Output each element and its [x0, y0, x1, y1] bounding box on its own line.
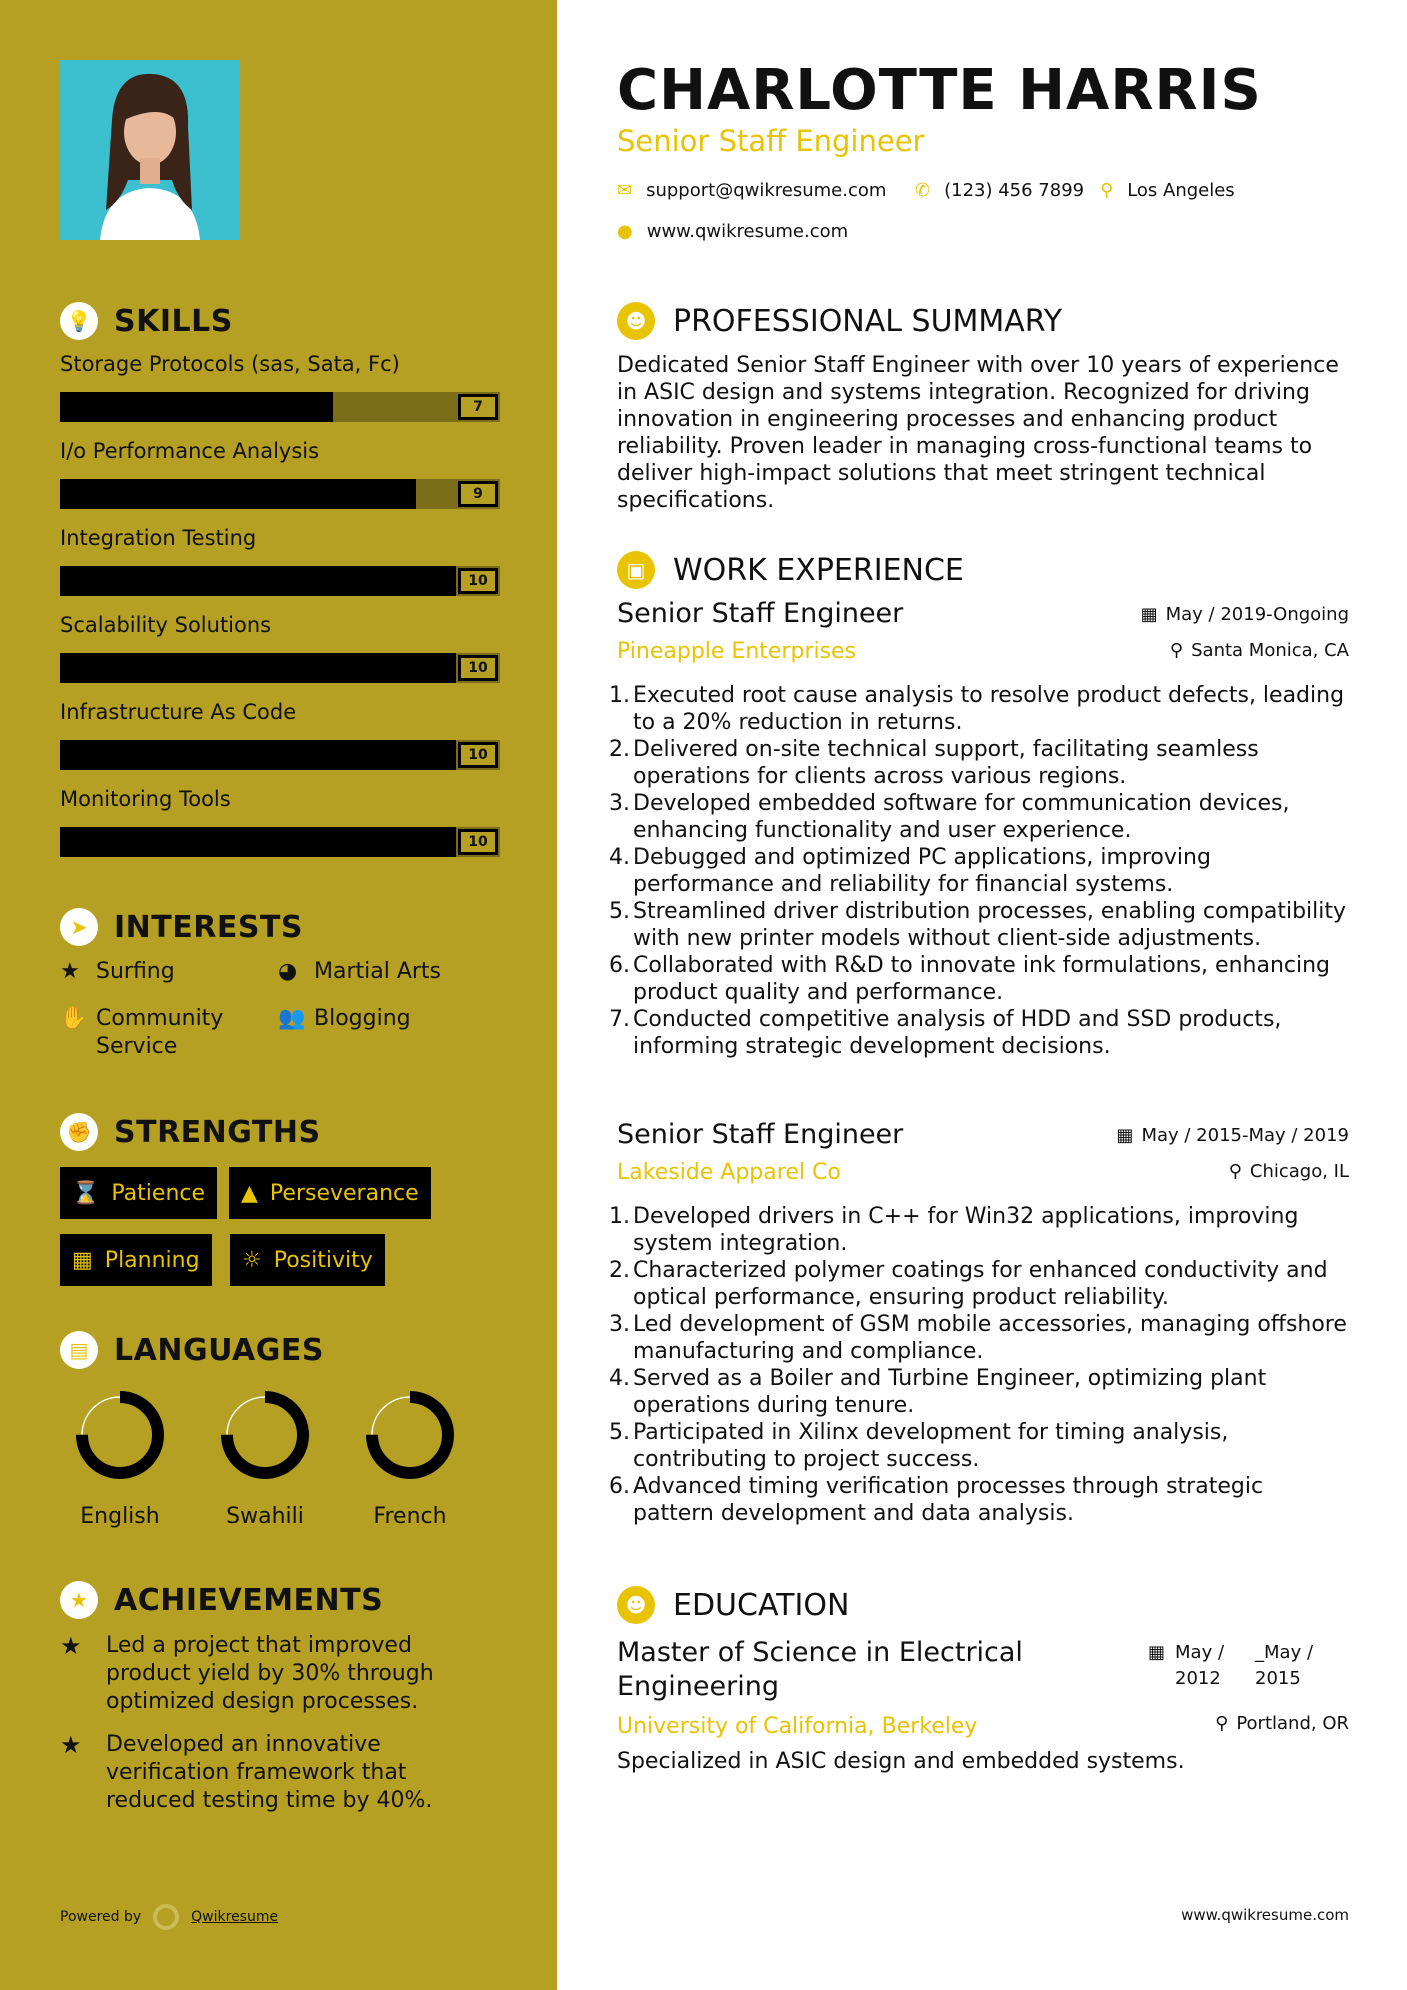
skill-bar-fill: [60, 653, 456, 683]
interests-heading: [60, 908, 303, 946]
skill-level: 10: [458, 655, 498, 681]
list-item: 5. Participated in Xilinx development for timing analysis, contributing to project success.: [609, 1420, 1229, 1472]
skills-heading: [60, 302, 233, 340]
skill-name: Scalability Solutions: [60, 613, 272, 637]
language-item: [215, 1388, 315, 1529]
language-name: Swahili: [226, 1504, 304, 1529]
skill-level: 7: [458, 394, 498, 420]
education-degree: Master of Science in Electrical Engineering: [617, 1637, 1023, 1702]
achievement-text: Developed an innovative verification framework that reduced testing time by 40%.: [106, 1732, 433, 1813]
skill-bar-fill: [60, 479, 416, 509]
globe-icon: ●: [617, 221, 633, 242]
job-title: Senior Staff Engineer: [617, 598, 904, 629]
powered-by: [60, 1904, 278, 1930]
education-location: [1215, 1713, 1349, 1734]
skill-bar: [60, 479, 500, 509]
achievements-heading: [60, 1581, 383, 1619]
experience-heading: [617, 551, 964, 589]
job-date: [1116, 1125, 1349, 1146]
achievement-item: [60, 1632, 480, 1716]
hourglass-icon: ⌛: [72, 1180, 100, 1206]
strength-label: Perseverance: [269, 1180, 419, 1206]
list-item: 6. Advanced timing verification processes through strategic pattern development and data analysis.: [609, 1474, 1264, 1526]
interest-label: Community Service: [96, 1006, 224, 1059]
calendar-icon: ▦: [72, 1247, 93, 1273]
skill-level: 10: [458, 829, 498, 855]
job-company: Lakeside Apparel Co: [617, 1160, 841, 1185]
strength-badge: [229, 1167, 431, 1219]
skill-item: [60, 352, 500, 415]
skill-bar: [60, 740, 500, 770]
education-school: University of California, Berkeley: [617, 1714, 978, 1739]
lightbulb-icon: 💡: [60, 302, 98, 340]
skill-item: [60, 526, 500, 589]
skill-item: [60, 787, 500, 850]
achievement-text: Led a project that improved product yield by 30% through optimized design processes.: [106, 1633, 434, 1714]
job-location: [1170, 640, 1349, 661]
website-text: www.qwikresume.com: [646, 221, 849, 242]
job-duties: [609, 1203, 1349, 1527]
qwikresume-link[interactable]: Qwikresume: [191, 1909, 279, 1925]
pin-icon: ⚲: [1169, 640, 1184, 661]
calendar-icon: ▦: [1116, 1125, 1134, 1146]
skill-name: Infrastructure As Code: [60, 700, 297, 724]
skill-bar-fill: [60, 827, 456, 857]
education-description: Specialized in ASIC design and embedded systems.: [617, 1749, 1185, 1774]
job-location: [1229, 1161, 1349, 1182]
job-entry: [609, 1119, 1349, 1527]
language-item: [360, 1388, 460, 1529]
globe-icon: ◕: [278, 959, 298, 984]
skill-bar-fill: [60, 566, 456, 596]
sun-icon: ☼: [242, 1247, 262, 1273]
list-item: 4. Debugged and optimized PC applications, improving performance and reliability for financial systems.: [609, 845, 1211, 897]
shooting-star-icon: ★: [60, 1731, 82, 1759]
job-date-text: May / 2019-Ongoing: [1165, 604, 1349, 625]
shooting-star-icon: ★: [60, 1632, 82, 1660]
contact-phone[interactable]: [915, 180, 1084, 201]
list-item: 5. Streamlined driver distribution processes, enabling compatibility with new printer models without client-side adjustments.: [609, 899, 1347, 951]
job-location-text: Santa Monica, CA: [1191, 640, 1349, 661]
skill-level: 10: [458, 742, 498, 768]
map-pin-icon: ⚲: [1100, 180, 1114, 201]
list-item: 3. Developed embedded software for communication devices, enhancing functionality and user experience.: [609, 791, 1290, 843]
job-date: [1141, 604, 1349, 625]
briefcase-icon: ▣: [617, 551, 655, 589]
pin-icon: ⚲: [1215, 1713, 1229, 1734]
hand-icon: ✋: [60, 1006, 88, 1031]
candidate-name: CHARLOTTE HARRIS: [617, 58, 1262, 123]
skill-bar: [60, 392, 500, 422]
skill-bar-fill: [60, 392, 333, 422]
skill-item: [60, 439, 500, 502]
skill-bar: [60, 827, 500, 857]
contact-location: [1100, 180, 1235, 201]
interest-item: [60, 958, 175, 986]
language-donut: [363, 1388, 457, 1482]
job-company: Pineapple Enterprises: [617, 639, 857, 664]
language-name: English: [80, 1504, 160, 1529]
achievement-item: [60, 1731, 480, 1815]
list-item: 4. Served as a Boiler and Turbine Engineer, optimizing plant operations during tenure.: [609, 1366, 1267, 1418]
interest-label: Blogging: [314, 1006, 411, 1031]
skill-bar: [60, 653, 500, 683]
job-entry: [609, 598, 1349, 1060]
list-item: 2. Characterized polymer coatings for enhanced conductivity and optical performance, ensuring product reliability.: [609, 1258, 1328, 1310]
strength-label: Positivity: [273, 1247, 373, 1273]
phone-icon: ✆: [915, 180, 931, 201]
language-name: French: [373, 1504, 447, 1529]
language-donut: [73, 1388, 167, 1482]
avatar: [60, 60, 240, 240]
summary-heading: [617, 302, 1062, 340]
skill-item: [60, 613, 500, 676]
language-donut: [218, 1388, 312, 1482]
location-text: Los Angeles: [1127, 180, 1235, 201]
education-date: [1148, 1640, 1317, 1692]
experience-title: WORK EXPERIENCE: [673, 552, 964, 588]
language-item: [70, 1388, 170, 1529]
skill-bar: [60, 566, 500, 596]
contact-website[interactable]: [617, 221, 848, 242]
skill-level: 10: [458, 568, 498, 594]
profile-photo: [60, 60, 240, 240]
contact-email[interactable]: [617, 180, 886, 201]
strengths-heading: [60, 1113, 321, 1151]
interest-label: Surfing: [96, 959, 175, 984]
education-location-text: Portland, OR: [1236, 1713, 1349, 1734]
calendar-icon: ▦: [1140, 604, 1158, 625]
interest-item: [278, 958, 441, 986]
job-duties: [609, 682, 1349, 1060]
id-card-icon: ▤: [60, 1331, 98, 1369]
languages-heading: [60, 1331, 324, 1369]
phone-text: (123) 456 7899: [944, 180, 1085, 201]
email-text: support@qwikresume.com: [646, 180, 887, 201]
education-start: May / 2012: [1175, 1642, 1225, 1689]
interest-label: Martial Arts: [314, 959, 442, 984]
users-icon: 👥: [278, 1006, 306, 1031]
interest-item: [60, 1005, 260, 1061]
strength-label: Patience: [111, 1180, 206, 1206]
interest-item: [278, 1005, 411, 1033]
graduation-icon: ☻: [617, 1586, 655, 1624]
qwikresume-logo-icon: [153, 1904, 179, 1930]
strength-badge: [60, 1234, 212, 1286]
list-item: 6. Collaborated with R&D to innovate ink formulations, enhancing product quality and performance.: [609, 953, 1331, 1005]
strength-label: Planning: [104, 1247, 200, 1273]
list-item: 3. Led development of GSM mobile accessories, managing offshore manufacturing and compliance.: [609, 1312, 1347, 1364]
powered-by-label: Powered by: [60, 1909, 142, 1925]
strengths-title: STRENGTHS: [114, 1114, 321, 1150]
list-item: 1. Executed root cause analysis to resolve product defects, leading to a 20% reduction in returns.: [609, 683, 1345, 735]
hand-icon: ✊: [60, 1113, 98, 1151]
envelope-icon: ✉: [617, 180, 633, 201]
road-icon: ▲: [241, 1180, 258, 1206]
education-heading: [617, 1586, 849, 1624]
paper-plane-icon: ➤: [60, 908, 98, 946]
strength-badge: [60, 1167, 217, 1219]
skill-name: Integration Testing: [60, 526, 257, 550]
skill-level: 9: [458, 481, 498, 507]
job-date-text: May / 2015-May / 2019: [1141, 1125, 1349, 1146]
skill-name: I/o Performance Analysis: [60, 439, 320, 463]
user-icon: ☻: [617, 302, 655, 340]
calendar-icon: ▦: [1148, 1642, 1166, 1663]
skills-title: SKILLS: [114, 303, 233, 339]
candidate-role: Senior Staff Engineer: [617, 124, 925, 158]
skill-item: [60, 700, 500, 763]
footer-url[interactable]: www.qwikresume.com: [1181, 1906, 1349, 1924]
list-item: 7. Conducted competitive analysis of HDD and SSD products, informing strategic development decisions.: [609, 1007, 1282, 1059]
languages-title: LANGUAGES: [114, 1332, 324, 1368]
skill-name: Monitoring Tools: [60, 787, 231, 811]
job-location-text: Chicago, IL: [1249, 1161, 1349, 1182]
achievements-title: ACHIEVEMENTS: [114, 1582, 384, 1618]
strength-badge: [230, 1234, 385, 1286]
interests-title: INTERESTS: [114, 909, 303, 945]
sidebar: [0, 0, 557, 1990]
job-title: Senior Staff Engineer: [617, 1119, 904, 1150]
list-item: 2. Delivered on-site technical support, facilitating seamless operations for clients across various regions.: [609, 737, 1259, 789]
star-icon: ★: [60, 959, 80, 984]
pin-icon: ⚲: [1228, 1161, 1242, 1182]
star-icon: ★: [60, 1581, 98, 1619]
education-title: EDUCATION: [673, 1587, 850, 1623]
list-item: 1. Developed drivers in C++ for Win32 applications, improving system integration.: [609, 1204, 1299, 1256]
summary-title: PROFESSIONAL SUMMARY: [673, 303, 1063, 339]
skill-name: Storage Protocols (sas, Sata, Fc): [60, 352, 400, 376]
skill-bar-fill: [60, 740, 456, 770]
summary-text: Dedicated Senior Staff Engineer with over 10 years of experience in ASIC design and systems integration. Recognized for driving innovation in engineering processes and enhancing product reliability. Proven leader in managing cross-functional teams to deliver high-impact solutions that meet stringent technical specifications.: [617, 353, 1339, 513]
education-end: _May / 2015: [1255, 1642, 1314, 1689]
